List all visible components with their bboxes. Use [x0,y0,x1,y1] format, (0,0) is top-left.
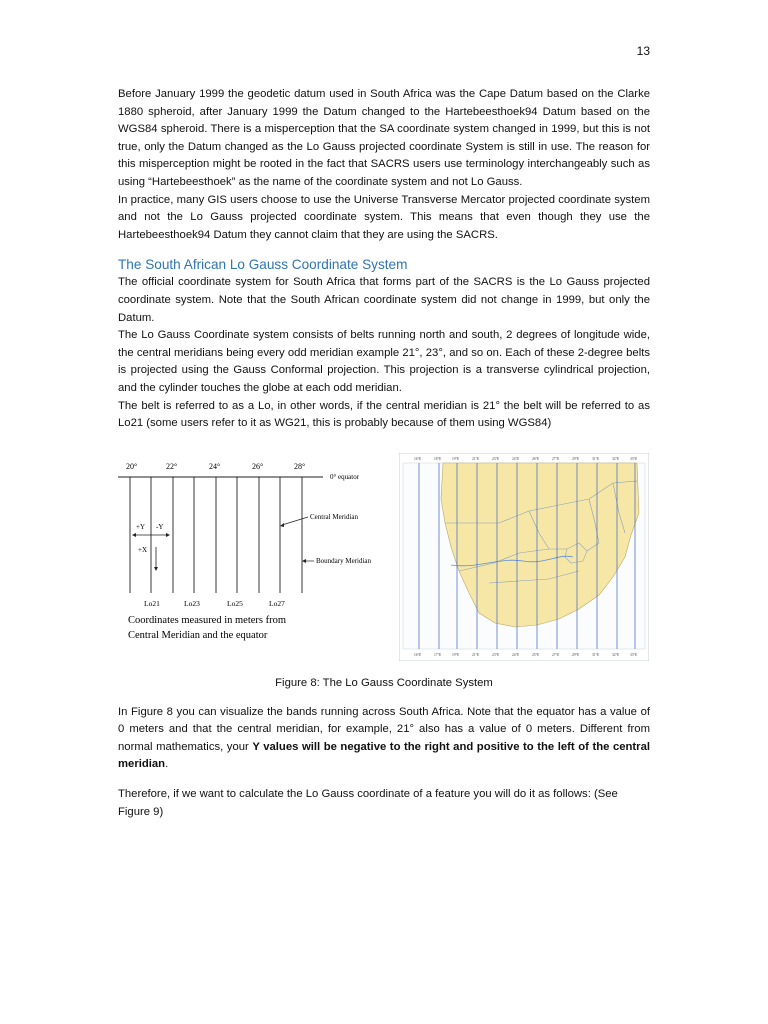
tick-label: 19°E [452,456,460,461]
tick-label: 18°E [434,456,442,461]
tick-label: 29°E [572,652,580,657]
diagram-note: Central Meridian and the equator [128,629,268,641]
central-meridian-label: Central Meridian [310,512,359,521]
paragraph-calculation-intro: Therefore, if we want to calculate the Lo Gauss coordinate of a feature you will do it as follows: (See Figure 9) [118,788,618,818]
lo-label: Lo21 [144,598,160,608]
south-africa-belts-map [399,453,649,661]
plus-x-arrowhead [154,567,158,571]
document-body [118,86,650,821]
tick-label: 21°E [472,652,480,657]
lo-label: Lo25 [227,598,243,608]
paragraph-official-system: The official coordinate system for South Africa that forms part of the SACRS is the Lo Gauss projected coordinate system. Note that the South African coordinate system did not change in 1999, but only the Datum. [118,276,650,324]
plus-y-label: +Y [136,522,146,531]
explanation-bold-text: Y values will be negative to the right and positive to the left of the central meridian [118,740,650,771]
figure-caption: Figure 8: The Lo Gauss Coordinate System [275,676,493,689]
tick-label: 19°E [452,652,460,657]
section-heading: The South African Lo Gauss Coordinate System [118,257,408,273]
tick-label: 23°E [492,456,500,461]
central-meridian-arrowhead [280,523,284,527]
paragraph-lo-naming: The belt is referred to as a Lo, in other words, if the central meridian is 21° the belt will be referred to as Lo21 (some users refer to it as WG21, this is probably because of them using WGS84) [118,399,650,430]
degree-label: 20° [126,461,138,471]
diagram-note: Coordinates measured in meters from [128,614,287,626]
tick-label: 25°E [532,652,540,657]
tick-label: 21°E [472,456,480,461]
tick-label: 16°E [414,652,422,657]
tick-label: 33°E [630,456,638,461]
paragraph-utm-practice: In practice, many GIS users choose to use the Universe Transverse Mercator projected coordinate system and not the Lo Gauss projected coordinate system. This means that even though they use the Hartebeesthoek94 Datum they cannot claim that they are using the SACRS. [118,193,650,241]
central-meridian-pointer [282,517,308,525]
plus-x-label: +X [138,545,148,554]
figure-8 [118,453,650,663]
degree-label: 28° [294,461,306,471]
boundary-meridian-arrowhead [302,559,306,563]
tick-label: 27°E [552,652,560,657]
tick-label: 32°E [612,456,620,461]
equator-label: 0° equator [330,472,360,481]
lo-label: Lo27 [269,598,285,608]
tick-label: 24°E [512,652,520,657]
tick-label: 33°E [630,652,638,657]
page-number: 13 [636,44,650,58]
tick-label: 29°E [572,456,580,461]
paragraph-figure-explanation [118,704,650,774]
minus-y-arrowhead [166,533,170,537]
explanation-end: . [165,758,169,771]
boundary-meridian-label: Boundary Meridian [316,556,372,565]
tick-label: 24°E [512,456,520,461]
tick-label: 17°E [434,652,442,657]
tick-label: 16°E [414,456,422,461]
tick-label: 31°E [592,456,600,461]
lo-label: Lo23 [184,598,200,608]
paragraph-datum-history: Before January 1999 the geodetic datum used in South Africa was the Cape Datum based on the Clarke 1880 spheroid, after January 1999 the Datum changed to the Hartebeesthoek94 Datum based on the WGS84 spheroid. There is a misperception that the SA coordinate system changed in 1999, but this is not true, only the Datum changed as the Lo Gauss projected coordinate System is still in use. The reason for this misperception might be rooted in the fact that SACRS users use terminology interchangeably such as using “Hartebeesthoek” as the name of the coordinate system and not Lo Gauss. [118,88,650,188]
plus-y-arrowhead [132,533,136,537]
degree-label: 26° [252,461,264,471]
lo-gauss-diagram [118,461,380,643]
minus-y-label: -Y [156,522,164,531]
tick-label: 31°E [592,652,600,657]
degree-label: 22° [166,461,178,471]
tick-label: 27°E [552,456,560,461]
tick-label: 26°E [532,456,540,461]
paragraph-belts: The Lo Gauss Coordinate system consists of belts running north and south, 2 degrees of longitude wide, the central meridians being every odd meridian example 21°, 23°, and so on. Each of these 2-degree belts is projected using the Gauss Conformal projection. This projection is a transverse cylindrical projection, and the cylinder touches the globe at each odd meridian. [118,329,650,394]
tick-label: 23°E [492,652,500,657]
explanation-text: In Figure 8 you can visualize the bands running across South Africa. Note that the equator has a value of 0 meters and that the central meridian, for example, 21° also has a value of 0 meters. Different from normal mathematics, your [118,705,650,753]
degree-label: 24° [209,461,221,471]
tick-label: 32°E [612,652,620,657]
